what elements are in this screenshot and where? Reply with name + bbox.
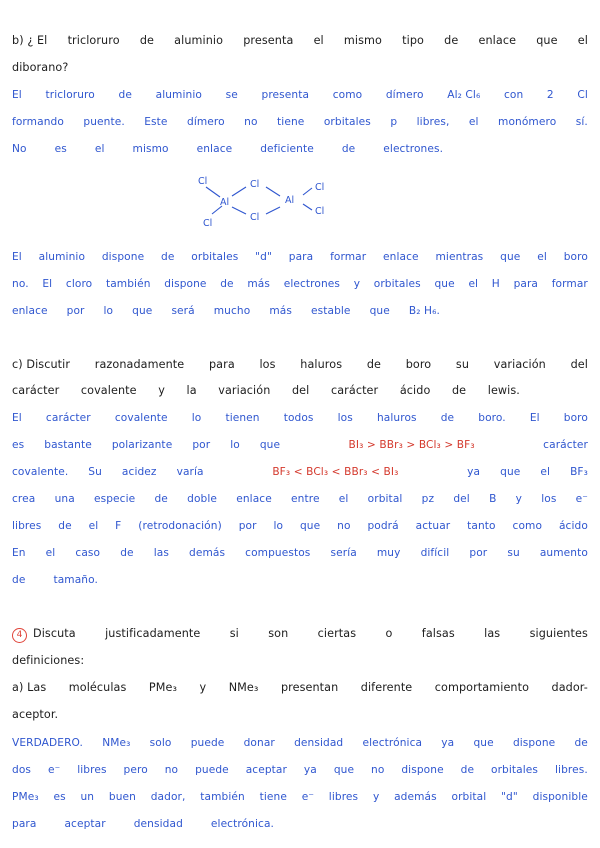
- word: aumento: [539, 547, 588, 559]
- word: una: [54, 493, 75, 505]
- word: los: [337, 412, 353, 424]
- word: puede: [195, 764, 229, 776]
- word: del: [291, 384, 310, 397]
- answer-4a-line-3: [12, 790, 588, 804]
- word: B₂ H₆.: [408, 305, 440, 317]
- word: son: [268, 627, 289, 640]
- word: caso: [75, 547, 101, 559]
- word: lo: [103, 305, 114, 317]
- word: aluminio: [155, 89, 202, 101]
- word: y: [515, 493, 523, 505]
- answer-c-line-2: [12, 438, 588, 452]
- word: podrá: [367, 520, 399, 532]
- word: libres: [77, 764, 107, 776]
- word: dos: [12, 764, 32, 776]
- word: tricloruro: [67, 34, 120, 47]
- word: boro.: [478, 412, 506, 424]
- word: covalente: [114, 412, 168, 424]
- word: tipo: [402, 34, 424, 47]
- word: dispone: [164, 278, 207, 290]
- word: que: [473, 737, 494, 749]
- word: que: [299, 520, 321, 532]
- word: En: [12, 547, 26, 559]
- word: que: [333, 764, 355, 776]
- word: H: [491, 278, 500, 290]
- word: lo: [191, 412, 202, 424]
- word: que: [132, 305, 153, 317]
- word: ya: [303, 764, 317, 776]
- word: no: [337, 520, 351, 532]
- word: y: [158, 384, 165, 397]
- word: orbital: [451, 791, 487, 803]
- word: ciertas: [317, 627, 357, 640]
- word: tanto: [467, 520, 496, 532]
- word: e⁻: [301, 791, 315, 803]
- word: varía: [176, 466, 204, 478]
- word: justificadamente: [105, 627, 201, 640]
- diagram-cl-terminal-2: Cl: [203, 218, 213, 229]
- word: demás: [189, 547, 226, 559]
- question-b-line-1: [12, 34, 588, 48]
- word: VERDADERO.: [12, 737, 84, 749]
- word: dispone: [401, 764, 444, 776]
- word: orbitales: [191, 251, 239, 263]
- word: disponible: [532, 791, 588, 803]
- word: lo: [230, 439, 240, 451]
- word: No: [12, 143, 27, 155]
- halide-polarization-order: BI₃ > BBr₃ > BCl₃ > BF₃: [348, 439, 475, 451]
- word: por: [238, 520, 257, 532]
- word: formar: [551, 278, 588, 290]
- word: solo: [149, 737, 172, 749]
- word: los: [259, 358, 276, 371]
- answer-c-line-2-post: carácter: [543, 439, 588, 451]
- word: orbital: [367, 493, 403, 505]
- word: su: [507, 547, 520, 559]
- word: se: [225, 89, 238, 101]
- word: ácido: [399, 384, 431, 397]
- word: presenta: [261, 89, 310, 101]
- answer-c-line-2-pre: [12, 438, 280, 452]
- word: no: [371, 764, 385, 776]
- word: NMe₃: [102, 737, 131, 749]
- word: boro: [563, 412, 588, 424]
- word: de: [341, 143, 356, 155]
- word: con: [503, 89, 524, 101]
- word: dispone: [512, 737, 556, 749]
- word: de: [574, 737, 588, 749]
- word: además: [394, 791, 437, 803]
- answer-c-line-3-pre: [12, 465, 204, 479]
- word: orbitales: [323, 116, 371, 128]
- word: siguientes: [529, 627, 588, 640]
- answer-b2-line-3: [12, 304, 440, 318]
- word: más: [269, 305, 292, 317]
- word: para: [208, 358, 235, 371]
- answer-b2-line-2: [12, 277, 588, 291]
- word: el: [468, 278, 479, 290]
- word: c) Discutir: [12, 358, 71, 371]
- word: compuestos: [245, 547, 311, 559]
- word: lewis.: [487, 384, 520, 397]
- word: presenta: [243, 34, 294, 47]
- word: el: [537, 251, 547, 263]
- word: también: [105, 278, 151, 290]
- word: las: [153, 547, 169, 559]
- word: tiene: [259, 791, 287, 803]
- word: no: [164, 764, 179, 776]
- word: o: [385, 627, 393, 640]
- answer-b-line-3: [12, 142, 471, 156]
- word: que: [259, 439, 281, 451]
- word: variación: [218, 384, 271, 397]
- word: dador-: [551, 681, 588, 694]
- question-4-line-2: definiciones:: [12, 654, 85, 667]
- word: de: [58, 520, 72, 532]
- word: estable: [310, 305, 351, 317]
- answer-c-line-1: [12, 411, 588, 425]
- word: haluros: [376, 412, 417, 424]
- word: y: [372, 791, 380, 803]
- word: orbitales: [491, 764, 539, 776]
- word: doble: [187, 493, 218, 505]
- answer-c-line-7: [12, 573, 126, 587]
- word: el: [94, 143, 105, 155]
- word: haluros: [300, 358, 343, 371]
- word: y: [199, 681, 207, 694]
- word: de: [12, 574, 26, 586]
- word: será: [171, 305, 195, 317]
- word: crea: [12, 493, 36, 505]
- word: PMe₃: [148, 681, 178, 694]
- word: que: [500, 466, 521, 478]
- word: el: [540, 466, 551, 478]
- word: Al₂ Cl₆: [447, 89, 481, 101]
- answer-b-line-1: [12, 88, 588, 102]
- word: que: [536, 34, 558, 47]
- word: densidad: [133, 818, 183, 830]
- diagram-cl-bridge-bottom: Cl: [250, 212, 260, 223]
- word: si: [229, 627, 239, 640]
- word: para: [513, 278, 539, 290]
- word: PMe₃: [12, 791, 39, 803]
- word: de: [366, 358, 381, 371]
- word: de: [118, 89, 132, 101]
- word: entre: [291, 493, 320, 505]
- answer-4a-line-1: [12, 736, 588, 750]
- word: el: [468, 116, 479, 128]
- word: El: [12, 89, 22, 101]
- word: presentan: [280, 681, 339, 694]
- answer-4a-line-2: [12, 763, 588, 777]
- word: electrones.: [383, 143, 444, 155]
- word: el: [45, 547, 56, 559]
- word: de: [460, 764, 475, 776]
- word: que: [369, 305, 390, 317]
- word: enlace: [12, 305, 48, 317]
- word: donar: [243, 737, 275, 749]
- word: mientras: [435, 251, 484, 263]
- word: el: [313, 34, 324, 47]
- word: actuar: [415, 520, 451, 532]
- word: "d": [501, 791, 518, 803]
- word: también: [200, 791, 245, 803]
- word: enlace: [236, 493, 272, 505]
- word: sí.: [575, 116, 588, 128]
- word: covalente: [80, 384, 137, 397]
- word: Discuta: [33, 627, 76, 640]
- word: es: [12, 439, 25, 451]
- word: electrones: [283, 278, 341, 290]
- word: su: [455, 358, 470, 371]
- question-c-line-1: [12, 358, 588, 372]
- word: El: [12, 412, 22, 424]
- word: lo: [273, 520, 284, 532]
- word: El: [529, 412, 540, 424]
- word: carácter: [12, 384, 60, 397]
- question-4-line-4: aceptor.: [12, 708, 59, 721]
- word: que: [434, 278, 455, 290]
- word: por: [192, 439, 211, 451]
- word: por: [66, 305, 85, 317]
- answer-4a-line-4: [12, 817, 302, 831]
- answer-c-line-5: [12, 519, 588, 533]
- word: ácido: [558, 520, 588, 532]
- word: por: [469, 547, 488, 559]
- word: (retrodonación): [138, 520, 222, 532]
- word: acidez: [121, 466, 157, 478]
- diagram-cl-terminal-3: Cl: [315, 182, 325, 193]
- word: libres,: [416, 116, 450, 128]
- word: pero: [123, 764, 148, 776]
- word: El: [42, 278, 53, 290]
- word: como: [512, 520, 543, 532]
- word: pz: [421, 493, 435, 505]
- diagram-cl-bridge-top: Cl: [250, 179, 260, 190]
- word: aluminio: [174, 34, 224, 47]
- word: "d": [255, 251, 272, 263]
- word: dispone: [101, 251, 145, 263]
- answer-b-line-2: [12, 115, 588, 129]
- answer-c-line-3: [12, 465, 588, 479]
- question-number-badge: 4: [12, 628, 27, 643]
- word: NMe₃: [228, 681, 259, 694]
- word: mismo: [343, 34, 382, 47]
- word: del: [570, 358, 588, 371]
- word: de: [154, 493, 168, 505]
- word: dímero: [187, 116, 225, 128]
- word: Su: [88, 466, 102, 478]
- word: monómero: [498, 116, 557, 128]
- word: p: [390, 116, 398, 128]
- word: ya: [441, 737, 455, 749]
- word: ya: [467, 466, 481, 478]
- word: de: [451, 384, 467, 397]
- word: enlace: [383, 251, 419, 263]
- word: como: [332, 89, 363, 101]
- word: Cl: [577, 89, 588, 101]
- word: para: [288, 251, 314, 263]
- word: boro: [563, 251, 588, 263]
- word: covalente.: [12, 466, 69, 478]
- word: todos: [283, 412, 314, 424]
- word: densidad: [294, 737, 344, 749]
- word: las: [484, 627, 501, 640]
- word: difícil: [420, 547, 450, 559]
- word: F: [115, 520, 122, 532]
- word: electrónica.: [210, 818, 275, 830]
- lewis-acidity-order: BF₃ < BCl₃ < BBr₃ < BI₃: [272, 466, 399, 478]
- word: orbitales: [373, 278, 421, 290]
- word: aceptar: [245, 764, 287, 776]
- word: de: [440, 412, 455, 424]
- diagram-al-2: Al: [285, 195, 295, 206]
- word: buen: [108, 791, 136, 803]
- word: moléculas: [68, 681, 127, 694]
- word: tricloruro: [45, 89, 95, 101]
- al2cl6-dimer-diagram: [190, 170, 350, 232]
- word: aceptar: [64, 818, 106, 830]
- word: libres.: [554, 764, 588, 776]
- word: BF₃: [570, 466, 588, 478]
- word: sería: [330, 547, 357, 559]
- answer-b2-line-1: [12, 250, 588, 264]
- word: dador,: [150, 791, 186, 803]
- word: comportamiento: [434, 681, 530, 694]
- word: deficiente: [260, 143, 314, 155]
- word: bastante: [44, 439, 92, 451]
- question-4-line-1: [12, 627, 588, 643]
- word: tamaño.: [53, 574, 98, 586]
- word: de: [120, 547, 134, 559]
- word: más: [247, 278, 271, 290]
- word: libres: [12, 520, 42, 532]
- word: carácter: [330, 384, 379, 397]
- word: B: [489, 493, 497, 505]
- word: de: [161, 251, 175, 263]
- word: es: [53, 791, 66, 803]
- answer-c-line-6: [12, 546, 588, 560]
- word: carácter: [45, 412, 91, 424]
- word: el: [577, 34, 588, 47]
- word: de: [220, 278, 234, 290]
- word: de: [444, 34, 459, 47]
- word: mismo: [132, 143, 169, 155]
- word: muy: [376, 547, 401, 559]
- word: electrónica: [362, 737, 423, 749]
- word: cloro: [65, 278, 93, 290]
- word: e⁻: [47, 764, 61, 776]
- word: puede: [190, 737, 225, 749]
- answer-c-line-3-post: [467, 465, 588, 479]
- word: b) ¿ El: [12, 34, 48, 47]
- word: boro: [405, 358, 432, 371]
- word: el: [338, 493, 349, 505]
- word: razonadamente: [94, 358, 185, 371]
- word: el: [88, 520, 99, 532]
- diagram-cl-terminal-1: Cl: [198, 176, 208, 187]
- word: no.: [12, 278, 29, 290]
- word: dímero: [385, 89, 424, 101]
- word: de: [139, 34, 154, 47]
- word: falsas: [421, 627, 455, 640]
- word: 2: [546, 89, 554, 101]
- question-4-line-3: [12, 681, 588, 695]
- question-b-line-2: diborano?: [12, 61, 69, 74]
- word: mucho: [213, 305, 251, 317]
- question-4-line-1-text: [33, 627, 588, 641]
- word: libres: [328, 791, 359, 803]
- word: variación: [493, 358, 546, 371]
- word: enlace: [478, 34, 517, 47]
- word: es: [54, 143, 67, 155]
- word: para: [12, 818, 37, 830]
- word: que: [500, 251, 521, 263]
- word: El: [12, 251, 22, 263]
- word: e⁻: [575, 493, 588, 505]
- word: aluminio: [38, 251, 86, 263]
- word: formar: [330, 251, 367, 263]
- word: no: [244, 116, 258, 128]
- word: polarizante: [111, 439, 173, 451]
- word: diferente: [360, 681, 413, 694]
- word: enlace: [196, 143, 233, 155]
- word: los: [541, 493, 557, 505]
- word: la: [186, 384, 197, 397]
- word: Este: [144, 116, 168, 128]
- word: puente.: [83, 116, 125, 128]
- word: formando: [12, 116, 64, 128]
- question-c-line-2: [12, 384, 520, 398]
- word: un: [80, 791, 95, 803]
- word: del: [453, 493, 470, 505]
- answer-c-line-4: [12, 492, 588, 506]
- word: tienen: [225, 412, 260, 424]
- diagram-al-1: Al: [220, 197, 230, 208]
- word: tiene: [277, 116, 305, 128]
- word: a) Las: [12, 681, 47, 694]
- diagram-cl-terminal-4: Cl: [315, 206, 325, 217]
- word: y: [353, 278, 361, 290]
- word: especie: [94, 493, 136, 505]
